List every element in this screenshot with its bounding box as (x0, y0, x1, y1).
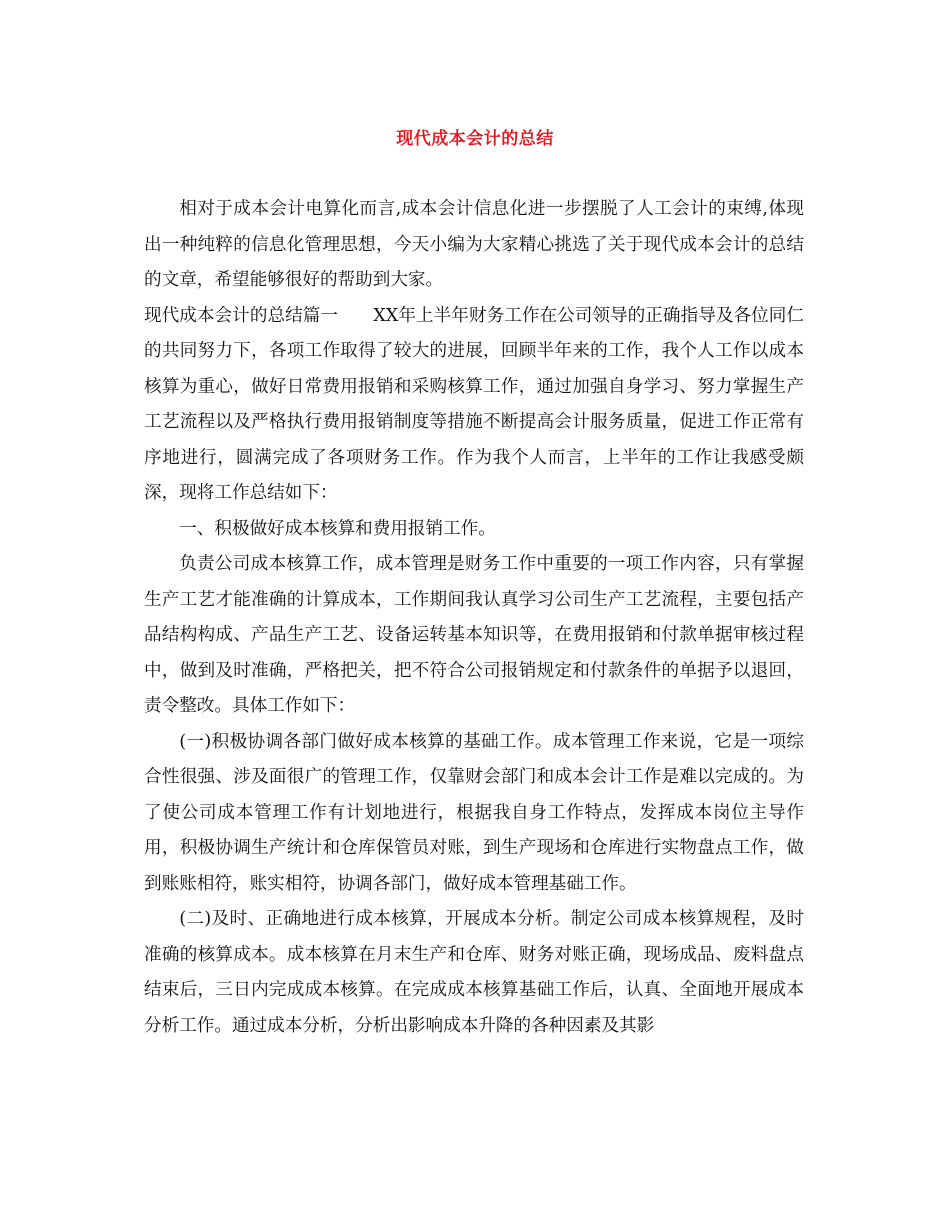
paragraph-intro: 相对于成本会计电算化而言,成本会计信息化进一步摆脱了人工会计的束缚,体现出一种纯粹的信息化管理思想，今天小编为大家精心挑选了关于现代成本会计的总结的文章，希望能够很好的帮助到大家。 (144, 199, 804, 290)
section-heading-one: 一、积极做好成本核算和费用报销工作。 (179, 518, 496, 539)
paragraph-item-one: (一)积极协调各部门做好成本核算的基础工作。成本管理工作来说，它是一项综合性很强、涉及面很广的管理工作，仅靠财会部门和成本会计工作是难以完成的。为了使公司成本管理工作有计划地进行，根据我自身工作特点，发挥成本岗位主导作用，积极协调生产统计和仓库保管员对账，到生产现场和仓库进行实物盘点工作，做到账账相符，账实相符，协调各部门，做好成本管理基础工作。 (144, 731, 804, 894)
document-body (144, 192, 804, 1044)
document-title: 现代成本会计的总结 (396, 129, 554, 149)
paragraph-item-two: (二)及时、正确地进行成本核算，开展成本分析。制定公司成本核算规程，及时准确的核算成本。成本核算在月末生产和仓库、财务对账正确，现场成品、废料盘点结束后，三日内完成成本核算。在完成成本核算基础工作后，认真、全面地开展成本分析工作。通过成本分析，分析出影响成本升降的各种因素及其影 (144, 909, 804, 1036)
paragraph-part-one: 现代成本会计的总结篇一 XX年上半年财务工作在公司领导的正确指导及各位同仁的共同努力下，各项工作取得了较大的进展，回顾半年来的工作，我个人工作以成本核算为重心，做好日常费用报销和采购核算工作，通过加强自身学习、努力掌握生产工艺流程以及严格执行费用报销制度等措施不断提高会计服务质量，促进工作正常有序地进行，圆满完成了各项财务工作。作为我个人而言，上半年的工作让我感受颇深，现将工作总结如下： (144, 305, 804, 503)
paragraph-cost-accounting: 负责公司成本核算工作，成本管理是财务工作中重要的一项工作内容，只有掌握生产工艺才能准确的计算成本，工作期间我认真学习公司生产工艺流程，主要包括产品结构构成、产品生产工艺、设备运转基本知识等，在费用报销和付款单据审核过程中，做到及时准确，严格把关，把不符合公司报销规定和付款条件的单据予以退回，责令整改。具体工作如下： (144, 554, 804, 716)
